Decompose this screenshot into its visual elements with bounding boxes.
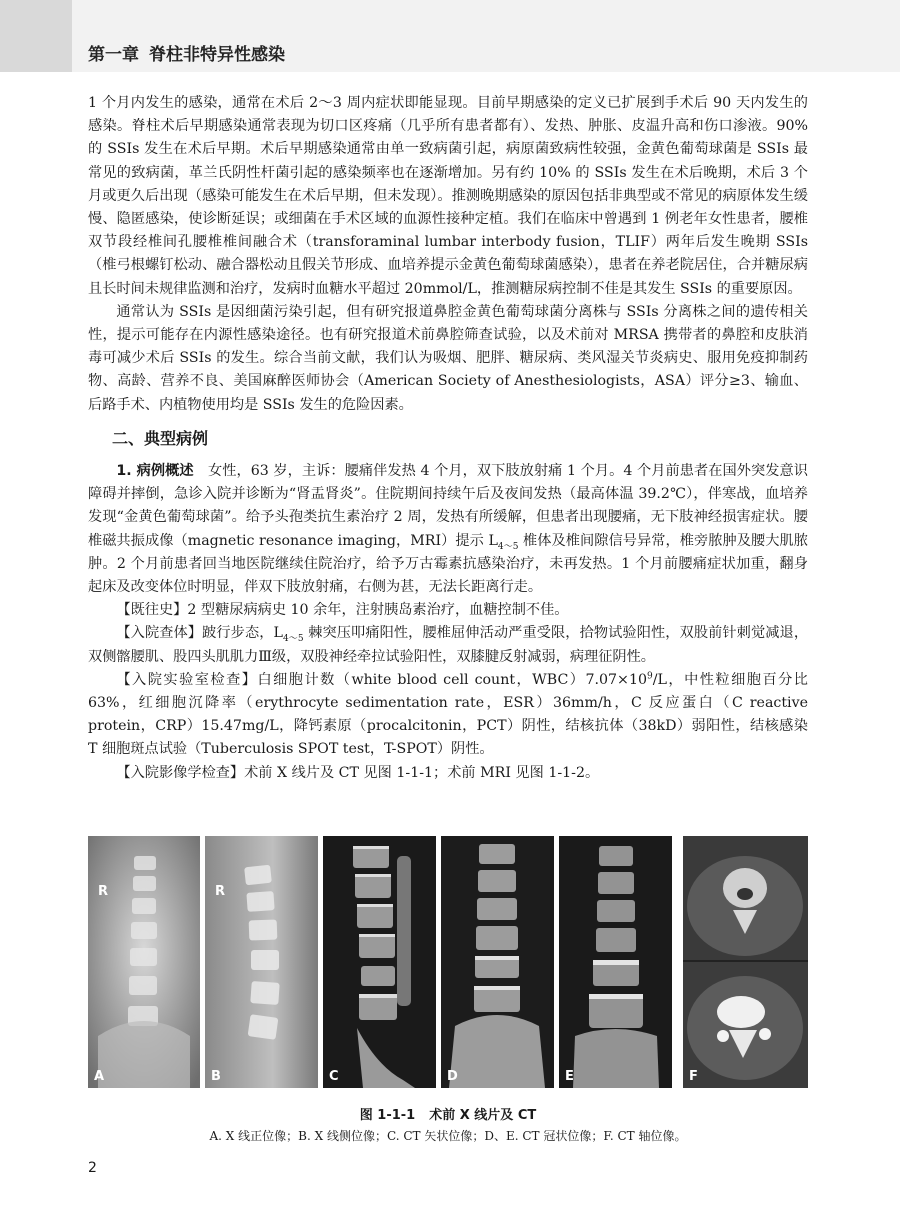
exam-level-sub: 4～5 xyxy=(282,634,304,645)
chapter-title: 脊柱非特异性感染 xyxy=(149,45,285,65)
caption-title: 术前 X 线片及 CT xyxy=(429,1108,537,1123)
panel-c-ct-sagittal xyxy=(323,836,436,1088)
ct-axial-image xyxy=(683,836,808,1088)
panel-letter: D xyxy=(447,1069,458,1084)
caption-subtitle: A. X 线正位像；B. X 线侧位像；C. CT 矢状位像；D、E. CT 冠状位像；F. CT 轴位像。 xyxy=(209,1129,687,1143)
figure-caption xyxy=(88,1104,808,1144)
case-overview-text-2: 椎体及椎间隙信号异常，椎旁脓肿及腰大肌脓肿。2 个月前患者回当地医院继续住院治疗，给予万古霉素抗感染治疗，未再发热。1 个月前腰痛症状加重，翻身起床及改变体位时明显，伴双下肢放射痛，右侧为甚，无法长距离行走。 xyxy=(88,532,808,596)
panel-b-xray-lateral xyxy=(205,836,318,1088)
panel-d-ct-coronal xyxy=(441,836,554,1088)
caption-title-line xyxy=(88,1104,808,1123)
ct-coronal-image xyxy=(441,836,554,1088)
physical-exam-text: 跛行步态，L xyxy=(202,625,283,642)
panel-letter: B xyxy=(211,1069,221,1084)
side-marker: R xyxy=(98,884,109,899)
past-history xyxy=(88,599,808,622)
caption-number: 图 1-1-1 xyxy=(359,1108,416,1123)
physical-exam xyxy=(88,622,808,668)
xray-ap-image xyxy=(88,836,200,1088)
panel-letter: E xyxy=(565,1069,574,1084)
lab-exam-text: 白细胞计数（white blood cell count，WBC）7.07×10 xyxy=(257,671,647,688)
page-number: 2 xyxy=(88,1160,97,1176)
lab-exam-text-2: /L，中性粒细胞百分比 63%，红细胞沉降率（erythrocyte sedimentation rate，ESR）36mm/h，C 反应蛋白（C reactive protein，CRP）15.47mg/L，降钙素原（procalcitonin，PCT）阴性，结核抗体（38kD）弱阳性，结核感染 T 细胞斑点试验（Tuberculosis SPOT test，T-SPOT）阴性。 xyxy=(88,671,808,758)
case-overview-text: 女性，63 岁，主诉：腰痛伴发热 4 个月，双下肢放射痛 1 个月。4 个月前患者在国外突发意识障碍并摔倒，急诊入院并诊断为“肾盂肾炎”。住院期间持续午后及夜间发热（最高体温 39.2℃），伴寒战，血培养发现“金黄色葡萄球菌”。给予头孢类抗生素治疗 2 周，发热有所缓解，但患者出现腰痛，无下肢神经损害症状。腰椎磁共振成像（magnetic resonance imaging，MRI）提示 L xyxy=(88,463,808,549)
side-marker: R xyxy=(215,884,226,899)
case-overview-label: 1. 病例概述 xyxy=(116,463,194,480)
lab-exam-label: 【入院实验室检查】 xyxy=(116,671,258,688)
panel-f-ct-axial xyxy=(683,836,808,1088)
panel-a-xray-ap xyxy=(88,836,200,1088)
xray-lateral-image xyxy=(205,836,318,1088)
panel-e-ct-coronal xyxy=(559,836,672,1088)
panel-letter: A xyxy=(94,1069,105,1084)
panel-letter: F xyxy=(689,1069,698,1084)
section-heading: 二、典型病例 xyxy=(112,428,209,448)
vertebra-level-sub: 4～5 xyxy=(497,541,519,552)
past-history-text: 2 型糖尿病病史 10 余年，注射胰岛素治疗，血糖控制不佳。 xyxy=(187,602,569,619)
ct-sagittal-image xyxy=(323,836,436,1088)
imaging-exam-text: 术前 X 线片及 CT 见图 1-1-1；术前 MRI 见图 1-1-2。 xyxy=(244,764,600,781)
imaging-exam xyxy=(88,762,808,785)
figure-1-1-1 xyxy=(88,836,808,1088)
running-header xyxy=(0,0,900,72)
past-history-label: 【既往史】 xyxy=(116,602,188,619)
body-text xyxy=(88,92,808,785)
lab-exponent: 9 xyxy=(647,671,653,682)
imaging-exam-label: 【入院影像学检查】 xyxy=(116,764,245,781)
lab-exam xyxy=(88,669,808,762)
panel-letter: C xyxy=(329,1069,339,1084)
case-overview xyxy=(88,460,808,599)
paragraph-risk-factors: 通常认为 SSIs 是因细菌污染引起，但有研究报道鼻腔金黄色葡萄球菌分离株与 SSIs 分离株之间的遗传相关性，提示可能存在内源性感染途径。也有研究报道术前鼻腔筛查试验，以及术前对 MRSA 携带者的鼻腔和皮肤消毒可减少术后 SSIs 的发生。综合当前文献，我们认为吸烟、肥胖、糖尿病、类风湿关节炎病史、服用免疫抑制药物、高龄、营养不良、美国麻醉医师协会（American Society of Anesthesiologists，ASA）评分≥3、输血、后路手术、内植物使用均是 SSIs 发生的危险因素。 xyxy=(88,303,808,413)
header-corner-tab xyxy=(0,0,72,72)
physical-exam-label: 【入院查体】 xyxy=(116,625,203,642)
paragraph-early-infection: 1 个月内发生的感染，通常在术后 2～3 周内症状即能显现。目前早期感染的定义已扩展到手术后 90 天内发生的感染。脊柱术后早期感染通常表现为切口区疼痛（几乎所有患者都有）、发热、肿胀、皮温升高和伤口渗液。90% 的 SSIs 发生在术后早期。术后早期感染通常由单一致病菌引起，病原菌致病性较强，金黄色葡萄球菌是 SSIs 最常见的致病菌，革兰氏阴性杆菌引起的感染频率也在逐渐增加。另有约 10% 的 SSIs 发生在术后晚期，术后 3 个月或更久后出现（感染可能发生在术后早期，但未发现）。推测晚期感染的原因包括非典型或不常见的病原体发生缓慢、隐匿感染，使诊断延误；或细菌在手术区域的血源性接种定植。我们在临床中曾遇到 1 例老年女性患者，腰椎双节段经椎间孔腰椎椎间融合术（transforaminal lumbar interbody fusion，TLIF）两年后发生晚期 SSIs（椎弓根螺钉松动、融合器松动且假关节形成、血培养提示金黄色葡萄球菌感染），患者在养老院居住，合并糖尿病且长时间未规律监测和治疗，发病时血糖水平超过 20mmol/L，推测糖尿病控制不佳是其发生 SSIs 的重要原因。 xyxy=(88,95,808,297)
ct-coronal-image xyxy=(559,836,672,1088)
chapter-number: 第一章 xyxy=(88,45,139,65)
physical-exam-text-2: 棘突压叩痛阳性，腰椎屈伸活动严重受限，拾物试验阳性，双股前针刺觉减退，双侧髂腰肌、股四头肌肌力Ⅲ级，双股神经牵拉试验阳性，双膝腱反射减弱，病理征阴性。 xyxy=(88,625,809,665)
header-title xyxy=(88,40,285,65)
